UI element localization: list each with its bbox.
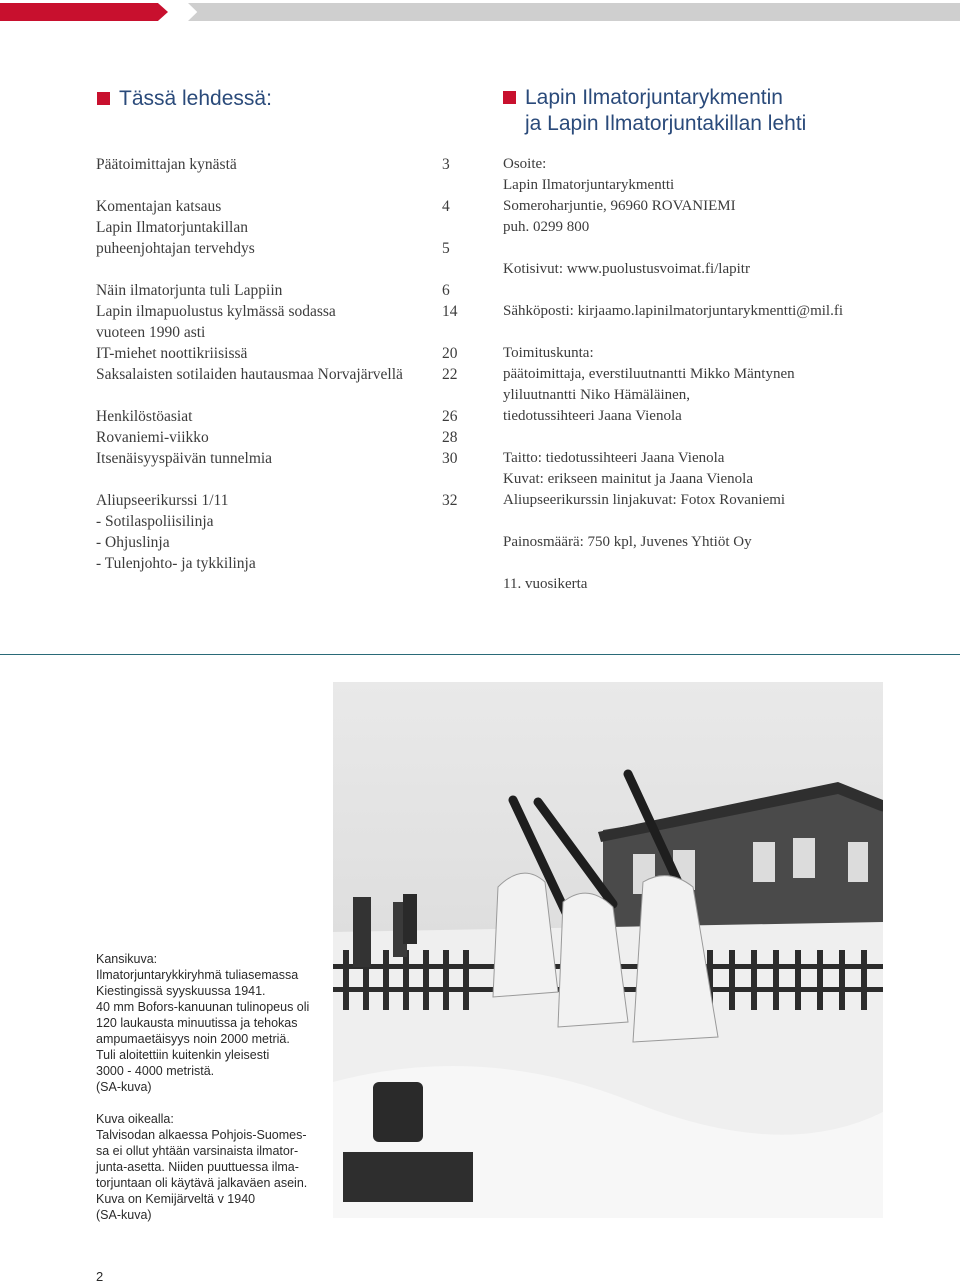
toc-entry-page (442, 322, 462, 343)
toc-entry (96, 280, 462, 301)
masthead-group (503, 532, 923, 553)
masthead-line: Lapin Ilmatorjuntarykmentti (503, 177, 675, 193)
table-of-contents (96, 154, 462, 595)
toc-entry (96, 448, 462, 469)
toc-entry-page: 6 (442, 282, 450, 299)
caption-line: Talvisodan alkaessa Pohjois-Suomes- (96, 1128, 307, 1142)
winter-war-photo-illustration (333, 682, 883, 1218)
toc-group (96, 154, 462, 175)
masthead-line: Osoite: (503, 156, 547, 172)
masthead-line: yliluutnantti Niko Hämäläinen, (503, 387, 691, 403)
masthead-group (503, 301, 923, 322)
masthead-line: Toimituskunta: (503, 345, 594, 361)
masthead-group (503, 343, 923, 427)
caption-line: Kuva oikealla: (96, 1112, 174, 1126)
masthead-heading-line2: ja Lapin Ilmatorjuntakillan lehti (525, 112, 807, 135)
masthead-line: puh. 0299 800 (503, 219, 590, 235)
toc-entry-title: Näin ilmatorjunta tuli Lappiin (96, 282, 283, 299)
toc-group (96, 406, 462, 469)
toc-entry-title: puheenjohtajan tervehdys (96, 240, 255, 257)
toc-entry-page (442, 553, 462, 574)
toc-heading-text: Tässä lehdessä: (119, 87, 272, 110)
toc-group (96, 280, 462, 385)
toc-entry (96, 154, 462, 175)
red-square-bullet-icon (503, 91, 516, 104)
masthead-heading (503, 85, 806, 137)
page-number: 2 (96, 1269, 104, 1284)
toc-entry (96, 490, 462, 511)
caption-line: 40 mm Bofors-kanuunan tulinopeus oli (96, 1000, 310, 1014)
toc-entry-title: IT-miehet noottikriisissä (96, 345, 248, 362)
caption-line: junta-asetta. Niiden puuttuessa ilma- (96, 1160, 299, 1174)
masthead-group (503, 259, 923, 280)
toc-entry-page: 32 (442, 492, 458, 509)
masthead-info (503, 154, 923, 616)
toc-entry-title: Päätoimittajan kynästä (96, 156, 237, 173)
masthead-line: päätoimittaja, everstiluutnantti Mikko Mäntynen (503, 366, 795, 382)
masthead-heading-line1: Lapin Ilmatorjuntarykmentin (525, 86, 783, 109)
toc-entry (96, 427, 462, 448)
photo-captions (96, 951, 329, 1239)
toc-entry-title: Aliupseerikurssi 1/11 (96, 492, 229, 509)
masthead-line: Kuvat: erikseen mainitut ja Jaana Vienola (503, 471, 753, 487)
toc-entry (96, 553, 462, 574)
toc-entry-title: Saksalaisten sotilaiden hautausmaa Norvajärvellä (96, 366, 403, 383)
toc-entry-title: Lapin Ilmatorjuntakillan (96, 219, 248, 236)
red-square-bullet-icon (97, 92, 110, 105)
toc-entry-title: - Tulenjohto- ja tykkilinja (96, 555, 256, 572)
toc-heading (97, 86, 272, 112)
toc-group (96, 196, 462, 259)
toc-entry-page: 14 (442, 303, 458, 320)
toc-entry-title: Lapin ilmapuolustus kylmässä sodassa (96, 303, 336, 320)
toc-entry-page: 22 (442, 366, 458, 383)
toc-entry-page: 3 (442, 156, 450, 173)
caption-line: Tuli aloitettiin kuitenkin yleisesti (96, 1048, 270, 1062)
masthead-line: Sähköposti: kirjaamo.lapinilmatorjuntarykmentti@mil.fi (503, 303, 844, 319)
caption-cover (96, 951, 329, 1095)
toc-entry (96, 343, 462, 364)
masthead-group (503, 154, 923, 238)
caption-line: torjuntaan oli käytävä jalkaväen asein. (96, 1176, 308, 1190)
section-divider (0, 654, 960, 655)
masthead-line: tiedotussihteeri Jaana Vienola (503, 408, 682, 424)
caption-line: (SA-kuva) (96, 1208, 152, 1222)
caption-line: Kuva on Kemijärveltä v 1940 (96, 1192, 256, 1206)
caption-line: 120 laukausta minuutissa ja tehokas (96, 1016, 298, 1030)
toc-entry-page: 20 (442, 345, 458, 362)
toc-entry-title: - Sotilaspoliisilinja (96, 513, 214, 530)
toc-entry (96, 301, 462, 322)
toc-entry-title: - Ohjuslinja (96, 534, 170, 551)
toc-entry (96, 364, 462, 385)
toc-entry-page: 5 (442, 240, 450, 257)
caption-line: 3000 - 4000 metristä. (96, 1064, 215, 1078)
toc-entry-title: Rovaniemi-viikko (96, 429, 209, 446)
masthead-line: Someroharjuntie, 96960 ROVANIEMI (503, 198, 736, 214)
caption-line: Ilmatorjuntarykkiryhmä tuliasemassa (96, 968, 299, 982)
masthead-line: Aliupseerikurssin linjakuvat: Fotox Rovaniemi (503, 492, 786, 508)
winter-war-photo (333, 682, 883, 1218)
toc-entry-page: 28 (442, 429, 458, 446)
toc-entry (96, 238, 462, 259)
masthead-line: Kotisivut: www.puolustusvoimat.fi/lapitr (503, 261, 750, 277)
top-decorative-bar (0, 3, 960, 21)
masthead-line: Taitto: tiedotussihteeri Jaana Vienola (503, 450, 725, 466)
toc-entry-title: Henkilöstöasiat (96, 408, 193, 425)
toc-group (96, 490, 462, 574)
masthead-line: 11. vuosikerta (503, 576, 588, 592)
caption-right (96, 1111, 329, 1223)
toc-entry (96, 217, 462, 238)
top-bar-grey-band (188, 3, 960, 21)
caption-line: Kansikuva: (96, 952, 158, 966)
top-bar-red-arrow (0, 3, 168, 21)
toc-entry (96, 532, 462, 553)
caption-line: (SA-kuva) (96, 1080, 152, 1094)
caption-line: Kiestingissä syyskuussa 1941. (96, 984, 266, 998)
toc-entry (96, 196, 462, 217)
toc-entry-page: 26 (442, 408, 458, 425)
masthead-group (503, 574, 923, 595)
toc-entry-page (442, 511, 462, 532)
toc-entry-page: 4 (442, 198, 450, 215)
masthead-group (503, 448, 923, 511)
caption-line: sa ei ollut yhtään varsinaista ilmator- (96, 1144, 299, 1158)
masthead-line: Painosmäärä: 750 kpl, Juvenes Yhtiöt Oy (503, 534, 752, 550)
toc-entry (96, 511, 462, 532)
toc-entry-page: 30 (442, 450, 458, 467)
toc-entry (96, 406, 462, 427)
toc-entry-page (442, 532, 462, 553)
toc-entry-page (442, 217, 462, 238)
toc-entry-title: vuoteen 1990 asti (96, 324, 206, 341)
toc-entry (96, 322, 462, 343)
caption-line: ampumaetäisyys noin 2000 metriä. (96, 1032, 290, 1046)
toc-entry-title: Komentajan katsaus (96, 198, 222, 215)
toc-entry-title: Itsenäisyyspäivän tunnelmia (96, 450, 273, 467)
